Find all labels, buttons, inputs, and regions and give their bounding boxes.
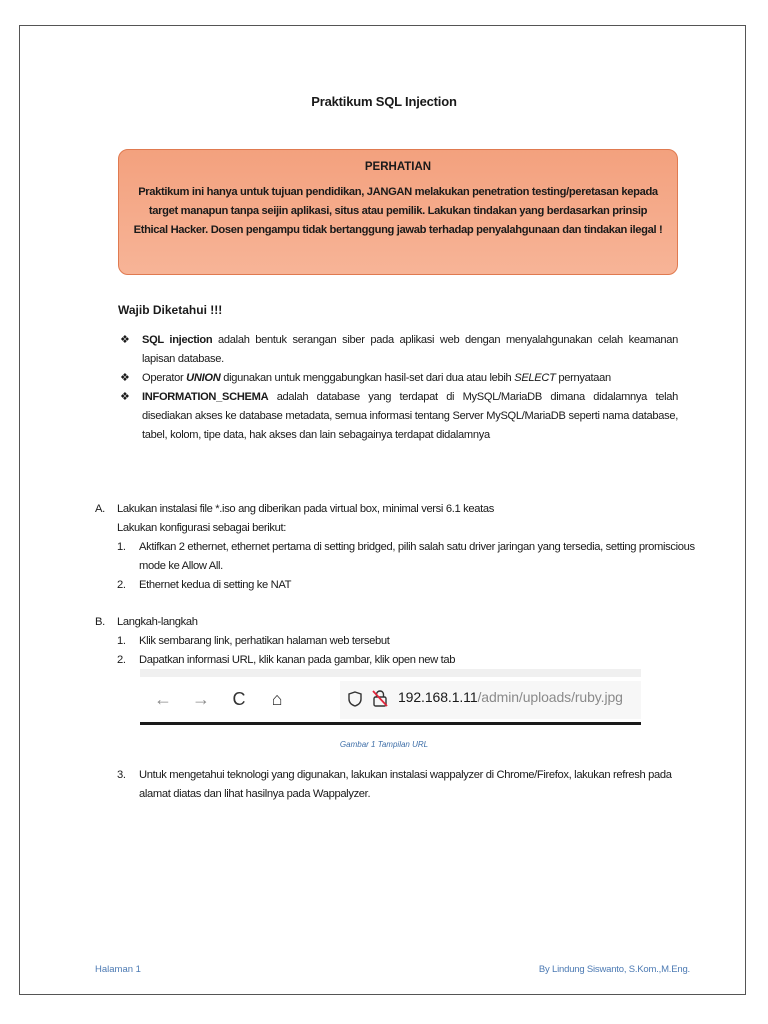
section-b-heading: Langkah-langkah [117,616,198,628]
footer-page-number: Halaman 1 [95,964,141,975]
home-icon: ⌂ [271,689,283,709]
browser-url-bar-screenshot [140,669,641,725]
wajib-heading: Wajib Diketahui !!! [118,303,223,317]
section-a [95,500,695,595]
notice-heading: PERHATIAN [364,161,432,173]
back-arrow-icon: ← [154,689,172,709]
list-item: 1. Klik sembarang link, perhatikan halaman web tersebut [117,635,390,647]
bullet-term: UNION [186,372,221,384]
reload-icon: C [232,689,246,709]
wajib-bullet-list [118,331,678,445]
notice-body: Praktikum ini hanya untuk tujuan pendidikan, JANGAN melakukan penetration testing/peretasan kepada target manapun tanpa seijin aplikasi, situs atau pemilik. Lakukan tindakan yang berdasarkan prinsip Ethical Hacker. Dosen pengampu tidak bertanggung jawab terhadap penyalahgunaan dan tindakan ilegal ! [133,186,663,236]
url-text: 192.168.1.11/admin/uploads/ruby.jpg [398,689,623,705]
section-label: B. [95,616,105,628]
diamond-bullet-icon: ❖ [120,372,130,384]
diamond-bullet-icon: ❖ [120,334,130,346]
section-a-line2: Lakukan konfigurasi sebagai berikut: [117,522,287,534]
bullet-text: adalah bentuk serangan siber pada aplikasi web dengan menyalahgunakan celah keamanan lapisan database. [142,334,679,365]
bullet-text: digunakan untuk menggabungkan hasil-set dari dua atau lebih [220,372,515,384]
list-item: 2. Dapatkan informasi URL, klik kanan pada gambar, klik open new tab [117,654,456,666]
list-item: 1. Aktifkan 2 ethernet, ethernet pertama di setting bridged, pilih salah satu driver jaringan yang tersedia, setting promiscious mode ke Allow All. [117,541,695,572]
document-title: Praktikum SQL Injection [311,94,457,109]
diamond-bullet-icon: ❖ [120,391,130,403]
bullet-text: adalah database yang terdapat di MySQL/MariaDB dimana didalamnya telah disediakan akses ke database metadata, semua informasi tentang Server MySQL/MariaDB seperti nama database, tabel, kolom, tipe data, hak akses dan lain sebagainya terdapat didalamnya [142,391,678,441]
list-item [118,369,678,388]
bullet-term: SELECT [514,372,556,384]
bullet-text: pernyataan [555,372,611,384]
forward-arrow-icon: → [192,689,210,709]
section-b [95,613,695,670]
bullet-term: INFORMATION_SCHEMA [142,391,269,403]
figure-caption: Gambar 1 Tampilan URL [339,740,429,749]
warning-notice-box [118,149,678,275]
bullet-term: SQL injection [142,334,213,346]
shield-icon [348,691,362,707]
footer-author: By Lindung Siswanto, S.Kom.,M.Eng. [538,964,690,975]
section-a-line1: Lakukan instalasi file *.iso ang diberikan pada virtual box, minimal versi 6.1 keatas [117,503,494,515]
insecure-lock-icon [372,689,388,707]
list-item [118,388,678,445]
list-item: 3. Untuk mengetahui teknologi yang digunakan, lakukan instalasi wappalyzer di Chrome/Firefox, lakukan refresh pada alamat diatas dan lihat hasilnya pada Wappalyzer. [117,769,672,800]
list-item: 2. Ethernet kedua di setting ke NAT [117,579,292,591]
bullet-text: Operator [142,372,187,384]
list-item [118,331,678,369]
section-label: A. [95,503,105,515]
